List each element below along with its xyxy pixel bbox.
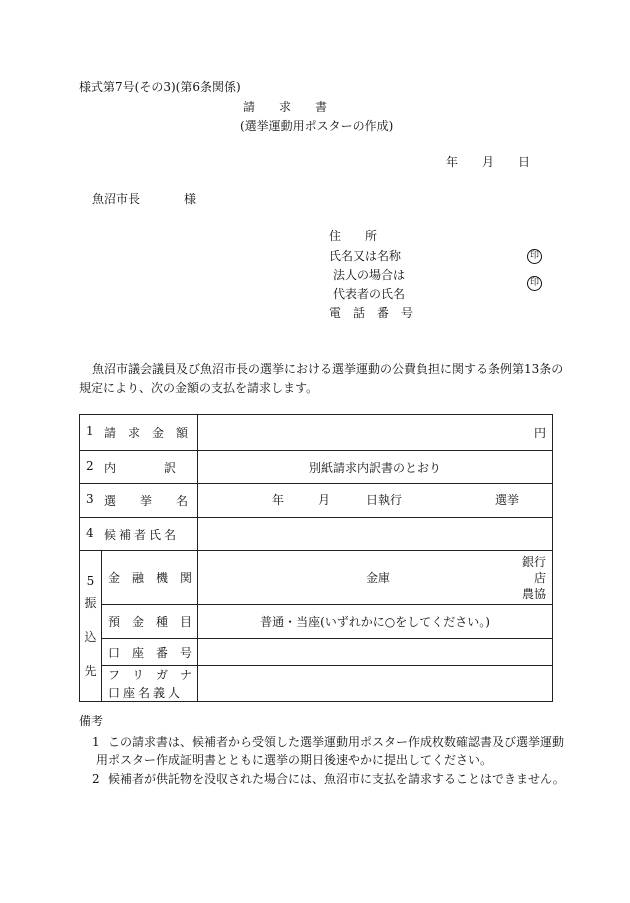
date-year: 年 (446, 155, 459, 169)
addressee-name: 魚沼市長 (92, 192, 141, 206)
page-title: 請 求 書 (243, 100, 328, 114)
transfer-side-char-3: 先 (84, 664, 97, 678)
bank-label: 金 融 機 関 (102, 551, 198, 605)
transfer-side-char-1: 振 (84, 596, 97, 610)
account-label: 口 座 番 号 (102, 639, 198, 666)
holder-value (198, 666, 553, 702)
breakdown-value: 別紙請求内訳書のとおり (198, 451, 553, 484)
candidate-value (198, 518, 553, 551)
applicant-phone-label: 電 話 番 号 (329, 306, 414, 320)
seal-mark-1: 印 (527, 249, 542, 264)
election-year: 年 (272, 492, 285, 507)
election-value (198, 484, 553, 518)
amount-label-cell (80, 415, 198, 451)
page-subtitle: (選挙運動用ポスターの作成) (240, 119, 394, 133)
election-suffix: 選挙 (495, 492, 520, 507)
account-value (198, 639, 553, 666)
election-label: 選 挙 名 (104, 494, 189, 508)
deposit-value: 普通・当座(いずれかに○をしてください。) (198, 605, 553, 639)
seal-mark-2: 印 (527, 276, 542, 291)
applicant-corp-label-1: 法人の場合は (333, 268, 406, 282)
row-number: 5 (86, 574, 95, 588)
body-text-line-2: 規定により、次の金額の支払を請求します。 (79, 381, 319, 395)
bank-type-bank: 銀行 (522, 554, 547, 569)
deposit-label: 預 金 種 目 (102, 605, 198, 639)
applicant-name-label: 氏名又は名称 (329, 249, 402, 263)
table-row (80, 484, 553, 518)
body-text-line-1: 魚沼市議会議員及び魚沼市長の選挙における選挙運動の公費負担に関する条例第13条の (92, 362, 564, 376)
row-number: 2 (86, 458, 94, 473)
row-number: 3 (86, 492, 94, 506)
breakdown-label: 内 訳 (104, 460, 177, 475)
table-row (80, 451, 553, 484)
breakdown-label-cell (80, 451, 198, 484)
transfer-side-char-2: 込 (84, 630, 97, 644)
election-held: 日執行 (366, 492, 403, 507)
candidate-label-cell (80, 518, 198, 551)
amount-value: 円 (198, 415, 553, 451)
furigana-label: フ リ ガ ナ (102, 666, 198, 684)
table-row (80, 605, 553, 639)
notes-heading: 備考 (79, 714, 104, 728)
election-label-cell (80, 484, 198, 518)
date-month: 月 (482, 155, 495, 169)
transfer-side-label (80, 551, 102, 702)
row-number: 4 (86, 525, 94, 540)
note-1-line-2: 用ポスター作成証明書とともに選挙の期日後速やかに提出してください。 (96, 753, 493, 767)
date-line (446, 156, 530, 168)
row-number: 1 (86, 424, 94, 438)
addressee (92, 193, 196, 205)
holder-label: 口座名義人 (102, 684, 198, 702)
applicant-address-label: 住 所 (329, 229, 378, 243)
amount-label: 請 求 金 額 (104, 426, 189, 440)
table-row (80, 666, 553, 684)
bank-type-agri: 農協 (522, 586, 547, 601)
note-2-number: 2 (92, 772, 100, 786)
addressee-honorific: 様 (184, 192, 197, 206)
bank-type-center: 金庫 (366, 570, 391, 585)
table-row (80, 551, 553, 605)
claim-table (79, 414, 553, 702)
note-1-number: 1 (92, 735, 100, 749)
applicant-corp-label-2: 代表者の氏名 (333, 287, 406, 301)
note-1-line-1: この請求書は、候補者から受領した選挙運動用ポスター作成枚数確認書及び選挙運動 (108, 735, 565, 749)
candidate-label: 候補者氏名 (104, 527, 180, 542)
bank-type-branch: 店 (534, 570, 547, 585)
date-day: 日 (518, 155, 531, 169)
table-row (80, 518, 553, 551)
table-row (80, 415, 553, 451)
table-row (80, 639, 553, 666)
form-number: 様式第7号(その3)(第6条関係) (79, 80, 241, 94)
election-month: 月 (318, 492, 331, 507)
bank-value (198, 551, 553, 605)
note-2-text: 候補者が供託物を没収された場合には、魚沼市に支払を請求することはできません。 (108, 772, 565, 786)
